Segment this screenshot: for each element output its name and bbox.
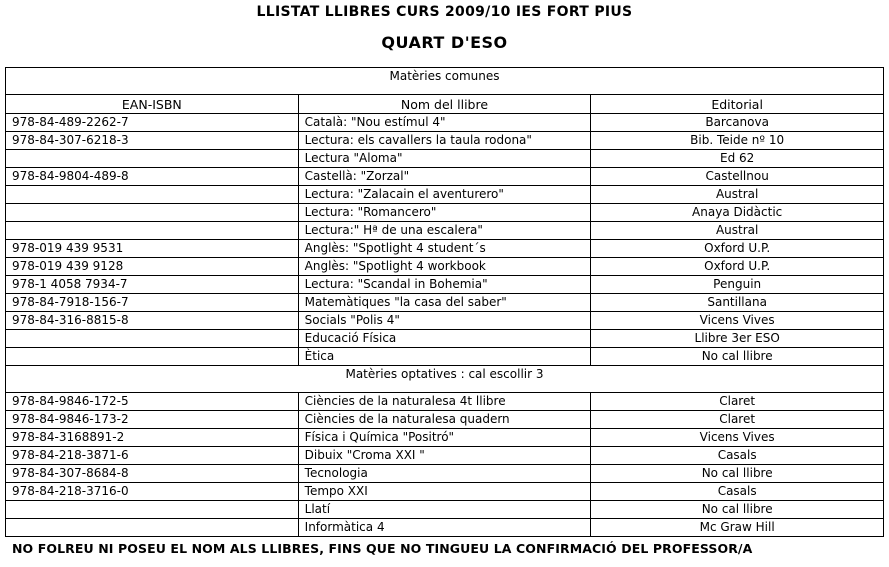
publisher-cell: Vicens Vives [591, 312, 884, 330]
section-row-common [6, 68, 884, 95]
publisher-cell: No cal llibre [591, 501, 884, 519]
publisher-cell: Austral [591, 222, 884, 240]
table-row [6, 519, 884, 537]
ean-cell [6, 330, 299, 348]
title-cell: Lectura: "Romancero" [298, 204, 591, 222]
table-row [6, 294, 884, 312]
title-cell: Lectura: "Scandal in Bohemia" [298, 276, 591, 294]
column-header-title: Nom del llibre [298, 95, 591, 114]
publisher-cell: Austral [591, 186, 884, 204]
table-row [6, 465, 884, 483]
title-cell: Llatí [298, 501, 591, 519]
ean-cell: 978-84-9846-172-5 [6, 393, 299, 411]
title-cell: Anglès: "Spotlight 4 workbook [298, 258, 591, 276]
title-cell: Socials "Polis 4" [298, 312, 591, 330]
title-cell: Català: "Nou estímul 4" [298, 114, 591, 132]
ean-cell: 978-1 4058 7934-7 [6, 276, 299, 294]
table-row [6, 411, 884, 429]
ean-cell [6, 501, 299, 519]
table-row [6, 132, 884, 150]
title-cell: Física i Química "Positró" [298, 429, 591, 447]
publisher-cell: Ed 62 [591, 150, 884, 168]
title-cell: Informàtica 4 [298, 519, 591, 537]
table-row [6, 186, 884, 204]
table-row [6, 258, 884, 276]
table-row [6, 429, 884, 447]
publisher-cell: Oxford U.P. [591, 240, 884, 258]
publisher-cell: Santillana [591, 294, 884, 312]
publisher-cell: Claret [591, 411, 884, 429]
table-row [6, 312, 884, 330]
publisher-cell: Casals [591, 447, 884, 465]
title-cell: Educació Física [298, 330, 591, 348]
section-row-optional [6, 366, 884, 393]
publisher-cell: No cal llibre [591, 465, 884, 483]
ean-cell [6, 186, 299, 204]
table-row [6, 483, 884, 501]
title-cell: Lectura: "Zalacain el aventurero" [298, 186, 591, 204]
ean-cell: 978-84-489-2262-7 [6, 114, 299, 132]
column-header-ean: EAN-ISBN [6, 95, 299, 114]
ean-cell: 978-84-218-3716-0 [6, 483, 299, 501]
publisher-cell: Vicens Vives [591, 429, 884, 447]
publisher-cell: Barcanova [591, 114, 884, 132]
publisher-cell: Bib. Teide nº 10 [591, 132, 884, 150]
table-row [6, 150, 884, 168]
ean-cell: 978-84-307-8684-8 [6, 465, 299, 483]
table-row [6, 501, 884, 519]
title-cell: Lectura "Aloma" [298, 150, 591, 168]
table-row [6, 204, 884, 222]
ean-cell: 978-84-3168891-2 [6, 429, 299, 447]
title-cell: Tempo XXI [298, 483, 591, 501]
title-cell: Lectura:" Hª de una escalera" [298, 222, 591, 240]
title-cell: Castellà: "Zorzal" [298, 168, 591, 186]
section-label: Matèries optatives : cal escollir 3 [6, 366, 884, 393]
ean-cell: 978-84-9804-489-8 [6, 168, 299, 186]
ean-cell [6, 204, 299, 222]
document-subtitle: QUART D'ESO [381, 33, 508, 52]
title-cell: Tecnologia [298, 465, 591, 483]
table-row [6, 348, 884, 366]
title-cell: Ciències de la naturalesa 4t llibre [298, 393, 591, 411]
table-row [6, 447, 884, 465]
ean-cell [6, 348, 299, 366]
ean-cell: 978-84-316-8815-8 [6, 312, 299, 330]
title-cell: Anglès: "Spotlight 4 student´s [298, 240, 591, 258]
ean-cell [6, 222, 299, 240]
title-cell: Matemàtiques "la casa del saber" [298, 294, 591, 312]
column-header-publisher: Editorial [591, 95, 884, 114]
footer-notice: NO FOLREU NI POSEU EL NOM ALS LLIBRES, FINS QUE NO TINGUEU LA CONFIRMACIÓ DEL PROFESSOR/A [12, 541, 753, 556]
table-row [6, 168, 884, 186]
title-cell: Dibuix "Croma XXI " [298, 447, 591, 465]
ean-cell [6, 150, 299, 168]
ean-cell: 978-84-307-6218-3 [6, 132, 299, 150]
publisher-cell: No cal llibre [591, 348, 884, 366]
table-row [6, 330, 884, 348]
publisher-cell: Anaya Didàctic [591, 204, 884, 222]
table-row [6, 114, 884, 132]
title-cell: Ètica [298, 348, 591, 366]
table-row [6, 276, 884, 294]
ean-cell: 978-019 439 9531 [6, 240, 299, 258]
table-row [6, 240, 884, 258]
title-cell: Lectura: els cavallers la taula rodona" [298, 132, 591, 150]
ean-cell: 978-019 439 9128 [6, 258, 299, 276]
ean-cell: 978-84-218-3871-6 [6, 447, 299, 465]
publisher-cell: Oxford U.P. [591, 258, 884, 276]
ean-cell [6, 519, 299, 537]
title-cell: Ciències de la naturalesa quadern [298, 411, 591, 429]
document-title: LLISTAT LLIBRES CURS 2009/10 IES FORT PIUS [256, 4, 633, 20]
table-header-row [6, 95, 884, 114]
publisher-cell: Penguin [591, 276, 884, 294]
publisher-cell: Mc Graw Hill [591, 519, 884, 537]
section-label: Matèries comunes [6, 68, 884, 95]
publisher-cell: Claret [591, 393, 884, 411]
ean-cell: 978-84-9846-173-2 [6, 411, 299, 429]
book-list-table [5, 67, 884, 537]
table-row [6, 222, 884, 240]
table-row [6, 393, 884, 411]
ean-cell: 978-84-7918-156-7 [6, 294, 299, 312]
publisher-cell: Casals [591, 483, 884, 501]
publisher-cell: Llibre 3er ESO [591, 330, 884, 348]
publisher-cell: Castellnou [591, 168, 884, 186]
